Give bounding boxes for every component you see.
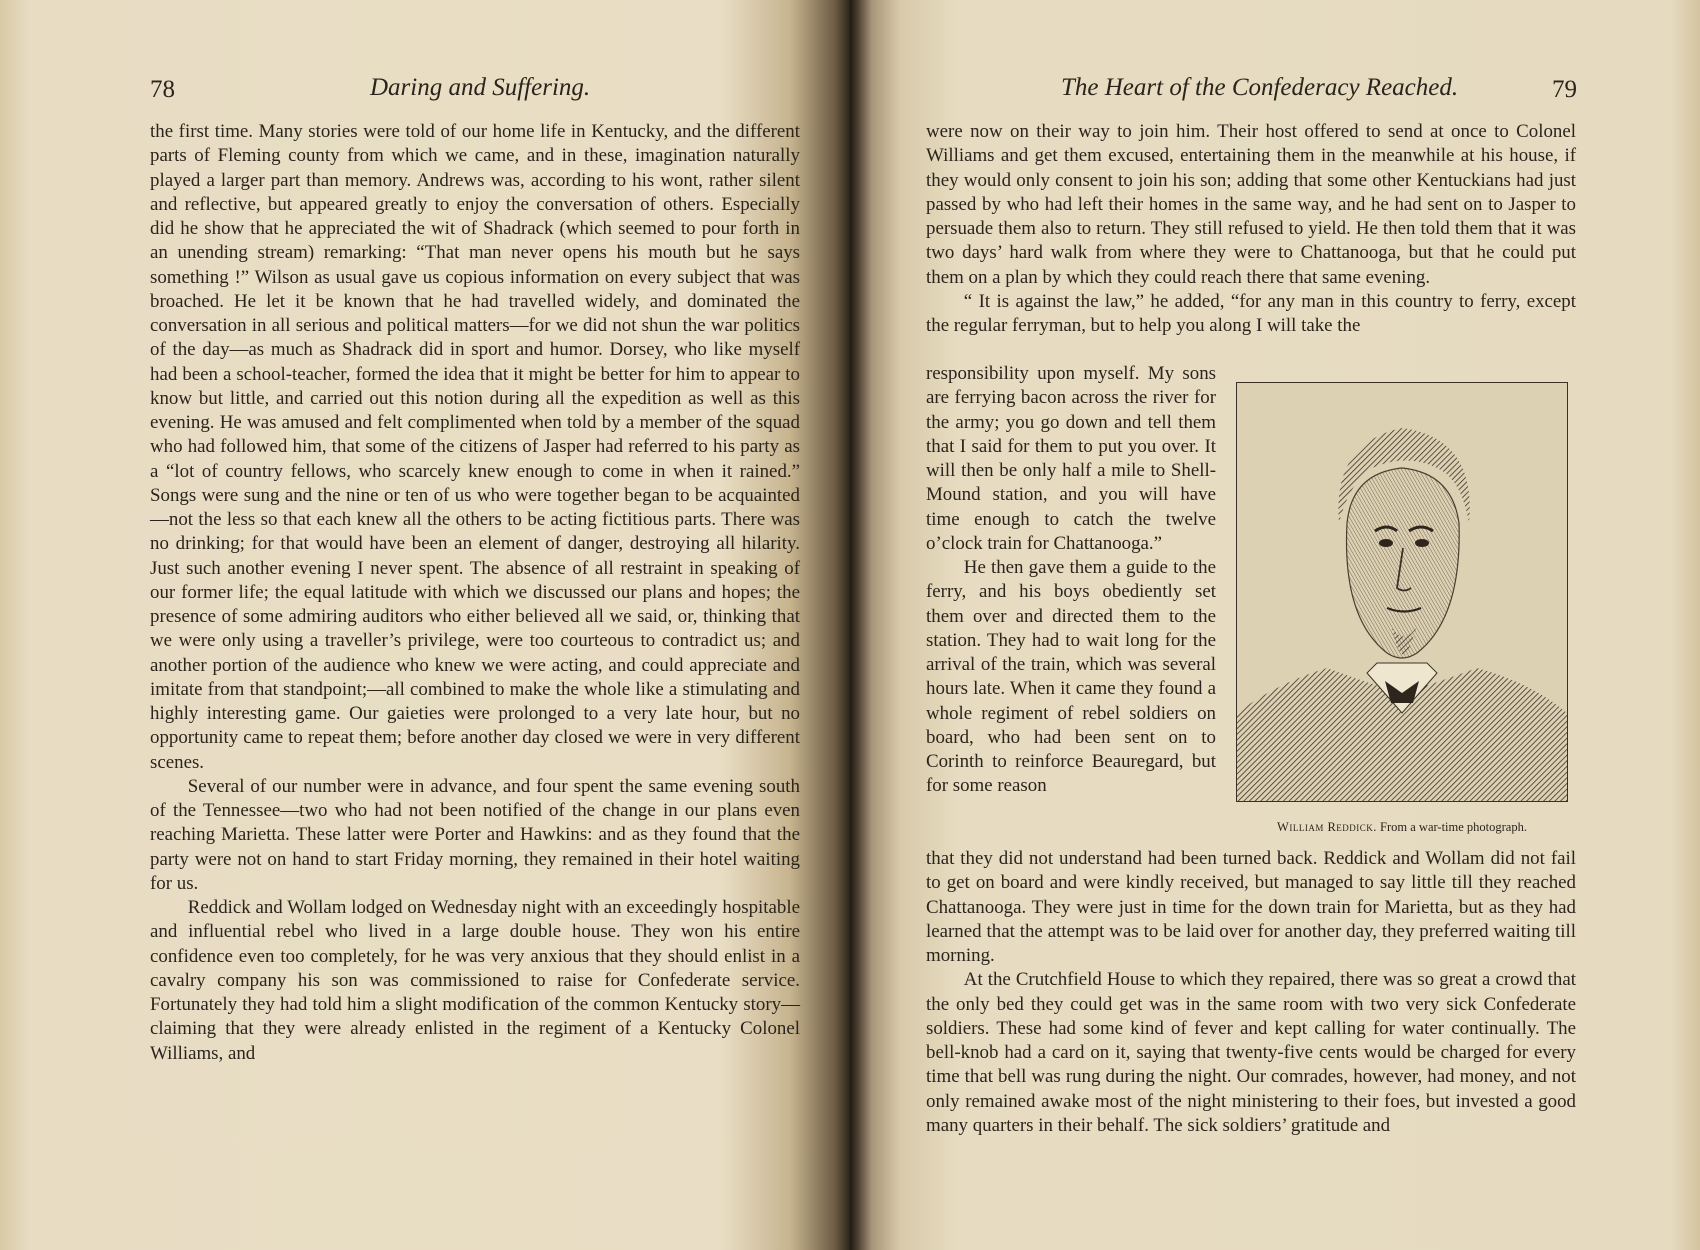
right-paragraph-1: were now on their way to join him. Their host offered to send at once to Colonel Williams and get them excused, entertaining them in the meanwhile at his house, if they would only consent to join his son; adding that some other Kentuckians had just passed by who had left their homes in the same way, and he had sent on to Jasper to persuade them also to return. They still refused to yield. He then told them that it was two days’ hard walk from where they were to Chattanooga, but that he could put them on a plan by which they could reach there that same evening. xyxy=(926,121,1576,288)
caption-name: William Reddick. xyxy=(1277,820,1377,834)
right-body-text-bottom xyxy=(926,847,1576,1138)
portrait-illustration xyxy=(1237,383,1567,801)
right-paragraph-5: that they did not understand had been turned back. Reddick and Wollam did not fail to get on board and were kindly received, but managed to say little till they reached Chattanooga. They were just in time for the down train for Marietta, but as they had learned that the attempt was to be laid over for another day, they preferred waiting till morning. xyxy=(926,848,1576,966)
right-body-text-top xyxy=(926,120,1576,338)
left-body-text xyxy=(150,120,800,1066)
portrait-caption xyxy=(1236,820,1568,835)
right-page-number: 79 xyxy=(1552,76,1577,103)
right-body-text-narrow xyxy=(926,362,1216,799)
right-paragraph-4: He then gave them a guide to the ferry, and his boys obediently set them over and directed them to the station. They had to wait long for the arrival of the train, which was several hours late. When it came they found a whole regiment of rebel soldiers on board, who had been sent on to Corinth to reinforce Beauregard, but for some reason xyxy=(926,557,1216,797)
right-paragraph-3: responsibility upon myself. My sons are ferrying bacon across the river for the army; you go down and tell them that I said for them to put you over. It will then be only half a mile to Shell-Mound station, and you will have time enough to catch the twelve o’clock train for Chattanooga.” xyxy=(926,363,1216,554)
right-running-head: The Heart of the Confederacy Reached. xyxy=(1061,74,1459,101)
right-paragraph-6: At the Crutchfield House to which they repaired, there was so great a crowd that the only bed they could get was in the same room with two very sick Confederate soldiers. These had some kind of fever and kept calling for water continually. The bell-knob had a card on it, saying that twenty-five cents would be charged for every time that bell was rung during the night. Our comrades, however, had money, and not only remained awake most of the night ministering to their foes, but invested a good many quarters in their behalf. The sick soldiers’ gratitude and xyxy=(926,969,1576,1136)
left-running-head: Daring and Suffering. xyxy=(370,74,591,101)
portrait-engraving xyxy=(1236,382,1568,802)
left-paragraph-2: Several of our number were in advance, and four spent the same evening south of the Tennessee—two who had not been notified of the change in our plans even reaching Marietta. These latter were Porter and Hawkins: and as they found that the party were not on hand to start Friday morning, they remained in their hotel waiting for us. xyxy=(150,775,800,894)
left-page-number: 78 xyxy=(150,76,175,103)
right-paragraph-2: “ It is against the law,” he added, “for any man in this country to ferry, except the regular ferryman, but to help you along I will take the xyxy=(926,290,1576,336)
left-paragraph-3: Reddick and Wollam lodged on Wednesday night with an exceedingly hospitable and influential rebel who lived in a large double house. They won his entire confidence even too completely, for he was very anxious that they should enlist in a cavalry company his son was commissioned to raise for Confederate service. Fortunately they had told him a slight modification of the common Kentucky story—claiming that they were already enlisted in the regiment of a Kentucky Colonel Williams, and xyxy=(150,897,800,1064)
right-page xyxy=(850,0,1700,1250)
caption-note: From a war-time photograph. xyxy=(1380,820,1527,834)
left-paragraph-1: the first time. Many stories were told of our home life in Kentucky, and the different parts of Fleming county from which we came, and in these, imagination naturally played a larger part than memory. Andrews was, according to his wont, rather silent and reflective, but appeared greatly to enjoy the conversation of others. Especially did he show that he appreciated the wit of Shadrack (which seemed to pour forth in an unending stream) remarking: “That man never opens his mouth but he says something !” Wilson as usual gave us copious information on every subject that was broached. He let it be known that he had travelled widely, and dominated the conversation in all serious and political matters—for we did not shun the war politics of the day—as much as Shadrack did in sport and humor. Dorsey, who like myself had been a school-teacher, formed the idea that it might be better for him to appear to know but little, and carried out this notion during all the expedition as well as this evening. He was amused and felt complimented when told by a member of the squad who had followed him, that some of the citizens of Jasper had referred to his party as a “lot of country fellows, who scarcely knew enough to come in when it rained.” Songs were sung and the nine or ten of us who were together began to be acquainted—not the less so that each knew all the others to be acting fictitious parts. There was no drinking; for that would have been an element of danger, destroying all hilarity. Just such another evening I never spent. The absence of all restraint in speaking of our former life; the equal latitude with which we discussed our plans and hopes; the presence of some admiring auditors who either believed all we said, or, thinking that we were only using a traveller’s privilege, were too courteous to contradict us; and another portion of the audience who knew we were acting, and could appreciate and imitate from that standpoint;—all combined to make the whole like a stimulating and highly interesting game. Our gaieties were prolonged to a very late hour, but no opportunity came to repeat them; before another day closed we were in very different scenes. xyxy=(150,121,800,773)
